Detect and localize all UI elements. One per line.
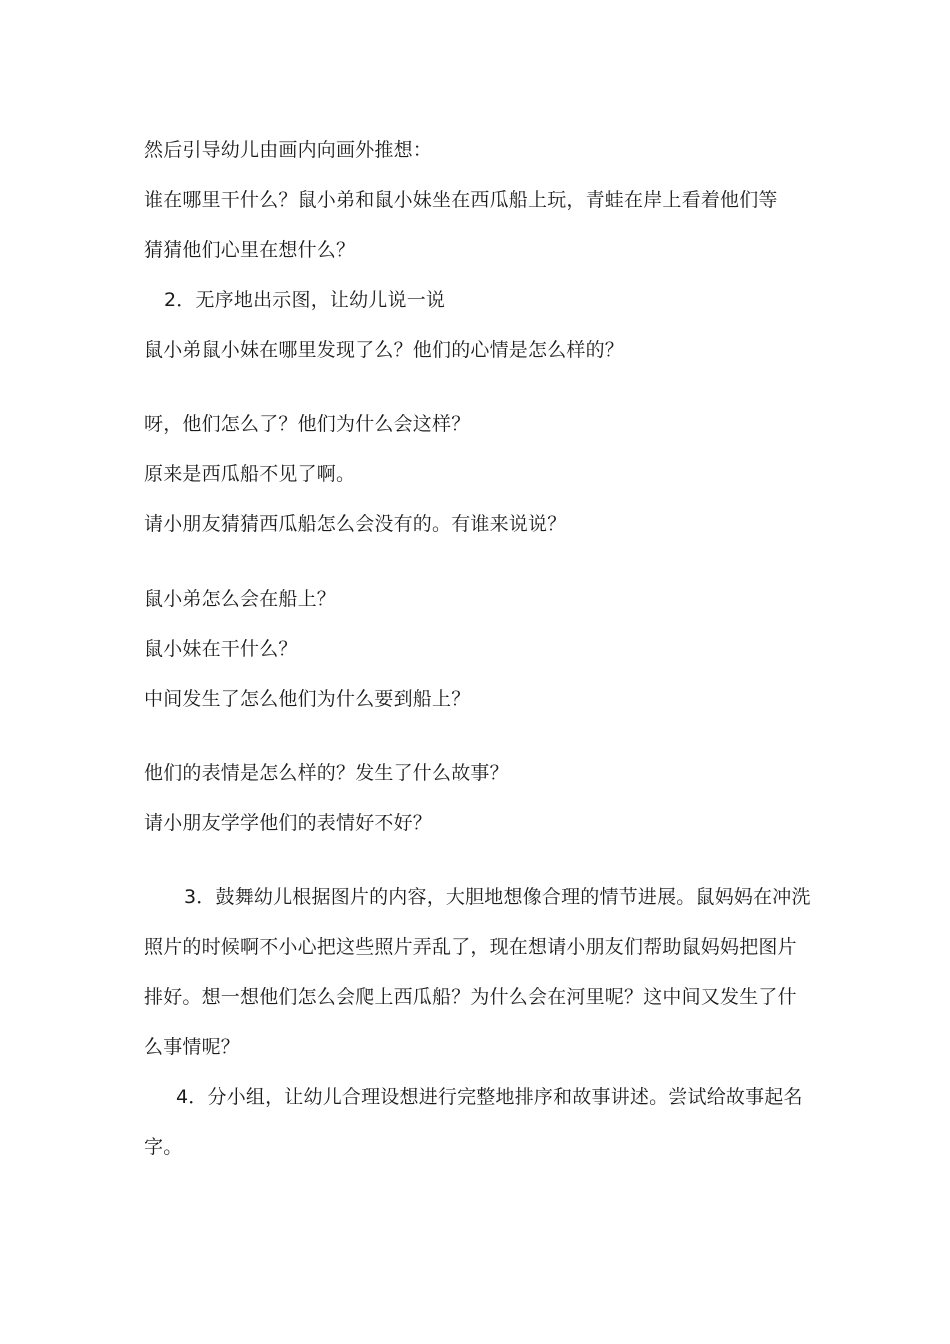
text-line: 呀，他们怎么了？他们为什么会这样？ (144, 413, 471, 435)
text-line: 鼠小弟怎么会在船上？ (144, 588, 337, 610)
text-line: 请小朋友猜猜西瓜船怎么会没有的。有谁来说说？ (144, 513, 567, 535)
text-line: 原来是西瓜船不见了啊。 (144, 463, 356, 485)
text-line: 么事情呢？ (144, 1036, 241, 1058)
list-item-3: 3．鼓舞幼儿根据图片的内容，大胆地想像合理的情节进展。鼠妈妈在冲洗 (184, 886, 811, 908)
text-line: 排好。想一想他们怎么会爬上西瓜船？为什么会在河里呢？这中间又发生了什 (144, 986, 797, 1008)
text-line: 谁在哪里干什么？鼠小弟和鼠小妹坐在西瓜船上玩，青蛙在岸上看着他们等 (144, 189, 778, 211)
text-line: 他们的表情是怎么样的？发生了什么故事？ (144, 762, 509, 784)
text-line: 鼠小弟鼠小妹在哪里发现了么？他们的心情是怎么样的？ (144, 339, 625, 361)
list-item-4: 4．分小组，让幼儿合理设想进行完整地排序和故事讲述。尝试给故事起名 (176, 1086, 803, 1108)
text-line: 鼠小妹在干什么？ (144, 638, 298, 660)
text-line: 照片的时候啊不小心把这些照片弄乱了，现在想请小朋友们帮助鼠妈妈把图片 (144, 936, 797, 958)
text-line: 请小朋友学学他们的表情好不好？ (144, 812, 433, 834)
text-line: 猜猜他们心里在想什么？ (144, 239, 356, 261)
text-line: 中间发生了怎么他们为什么要到船上？ (144, 688, 471, 710)
list-item-2: 2．无序地出示图，让幼儿说一说 (164, 289, 446, 311)
text-line: 字。 (144, 1136, 183, 1158)
text-line: 然后引导幼儿由画内向画外推想： (144, 139, 433, 161)
